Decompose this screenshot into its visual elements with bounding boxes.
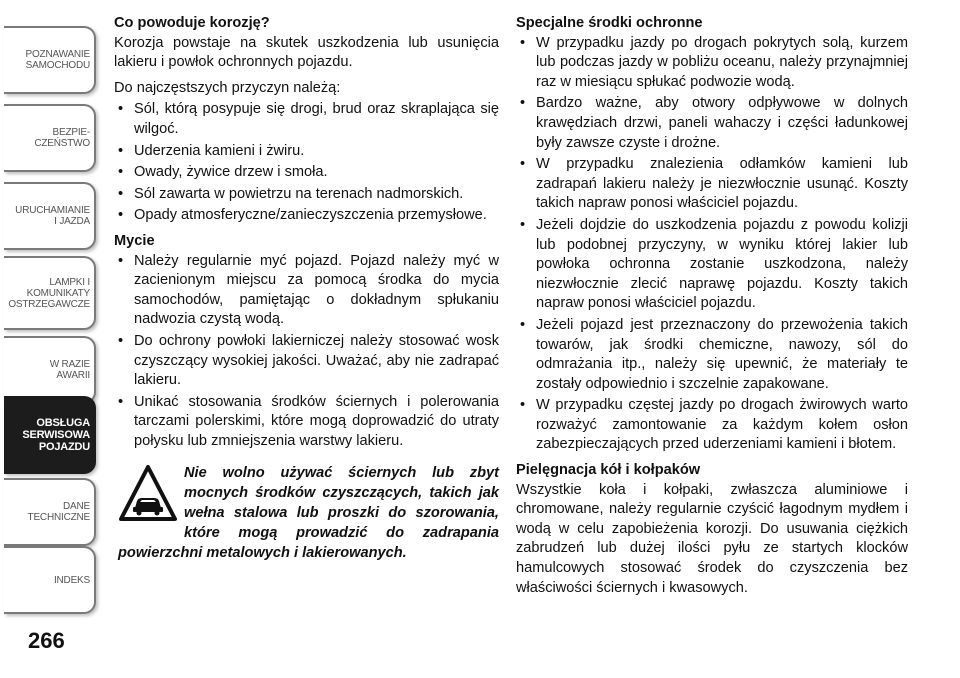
warning-box — [114, 463, 499, 563]
tab-indeks[interactable]: INDEKS — [4, 546, 96, 614]
corrosion-heading: Co powoduje korozję? — [114, 15, 270, 31]
list-item: • Owady, żywice drzew i smoła. — [114, 163, 499, 183]
page-number: 266 — [28, 628, 65, 653]
list-item: • Do ochrony powłoki lakierniczej należy stosować wosk czyszczący wysokiej jakości. Uważać, aby nie zadrapać lakieru. — [114, 332, 499, 391]
list-item: • Należy regularnie myć pojazd. Pojazd należy myć w zacienionym miejscu za pomocą środka do mycia samochodów, pamiętając o dokładnym spłukaniu nadwozia czystą wodą. — [114, 252, 499, 330]
corrosion-text: Korozja powstaje na skutek uszkodzenia lub usunięcia lakieru i powłok ochronnych pojazdu. — [114, 34, 499, 71]
tab-uruchamianie-i-jazda[interactable]: URUCHAMIANIE I JAZDA — [4, 182, 96, 250]
list-item: • Uderzenia kamieni i żwiru. — [114, 142, 499, 162]
causes-list — [114, 100, 499, 226]
list-item: • Jeżeli dojdzie do uszkodzenia pojazdu z powodu kolizji lub podobnej przyczyny, w wyniku której lakier lub powłoka ochronna zostanie uszkodzona, należy niezwłocznie zlecić naprawę pojazdu. Koszty takich napraw ponosi właściciel pojazdu. — [516, 216, 908, 314]
warning-car-triangle-icon — [118, 463, 178, 525]
left-column — [114, 14, 499, 563]
list-item: • Unikać stosowania środków ściernych i polerowania tarczami polerskimi, które mogą doprowadzić do utraty połysku lub zmniejszenia warstwy lakieru. — [114, 393, 499, 452]
right-column — [516, 14, 908, 604]
tab-lampki-i-komunikaty[interactable]: LAMPKI I KOMUNIKATY OSTRZEGAWCZE — [4, 256, 96, 330]
tab-bezpieczenstwo[interactable]: BEZPIE- CZEŃSTWO — [4, 104, 96, 172]
tab-w-razie-awarii[interactable]: W RAZIE AWARII — [4, 336, 96, 404]
list-item: • W przypadku częstej jazdy po drogach żwirowych warto rozważyć zamontowanie za każdym kołem osłon zabezpieczających przed uderzeniami kamieni i błotem. — [516, 396, 908, 455]
list-item: • Sól, którą posypuje się drogi, brud oraz skraplająca się wilgoć. — [114, 100, 499, 139]
special-list — [516, 34, 908, 455]
wheels-text: Wszystkie koła i kołpaki, zwłaszcza aluminiowe i chromowane, należy regularnie czyścić łagodnym mydłem i wodą w celu zapobieżenia korozji. Do usuwania ciężkich zabrudzeń lub dużej ilości pyłu ze startych klocków hamulcowych stosować środek do czyszczenia bez właściwości ściernych i kwasowych. — [516, 481, 908, 596]
list-item: • Sól zawarta w powietrzu na terenach nadmorskich. — [114, 185, 499, 205]
tab-dane-techniczne[interactable]: DANE TECHNICZNE — [4, 478, 96, 546]
wheels-heading: Pielęgnacja kół i kołpaków — [516, 462, 701, 479]
list-item: • W przypadku jazdy po drogach pokrytych solą, kurzem lub podczas jazdy w pobliżu oceanu, należy przynajmniej raz w miesiącu spłukać podwozie wodą. — [516, 34, 908, 93]
causes-intro: Do najczęstszych przyczyn należą: — [114, 79, 341, 96]
list-item: • W przypadku znalezienia odłamków kamieni lub zadrapań lakieru należy je niezwłocznie usunąć. Koszty takich napraw ponosi właściciel pojazdu. — [516, 155, 908, 214]
list-item: • Jeżeli pojazd jest przeznaczony do przewożenia takich towarów, jak środki chemiczne, nawozy, sól do odmrażania itp., należy się upewnić, że materiały te zostały odpowiednio i szczelnie zapakowane. — [516, 316, 908, 394]
list-item: • Opady atmosferyczne/zanieczyszczenia przemysłowe. — [114, 206, 499, 226]
tab-poznawanie-samochodu[interactable]: POZNAWANIE SAMOCHODU — [4, 26, 96, 94]
washing-heading: Mycie — [114, 232, 155, 249]
special-heading: Specjalne środki ochronne — [516, 15, 703, 31]
tab-obsluga-serwisowa[interactable]: OBSŁUGA SERWISOWA POJAZDU — [4, 396, 96, 474]
warning-text: Nie wolno używać ściernych lub zbyt mocnych środków czyszczących, takich jak wełna stalowa lub proszki do szorowania, które mogą prowadzić do zadrapania powierzchni metalowych i lakierowanych. — [118, 465, 499, 562]
washing-list — [114, 252, 499, 452]
chapter-tabs — [0, 0, 100, 678]
list-item: • Bardzo ważne, aby otwory odpływowe w dolnych krawędziach drzwi, paneli wahaczy i części ładunkowej były zawsze czyste i drożne. — [516, 94, 908, 153]
